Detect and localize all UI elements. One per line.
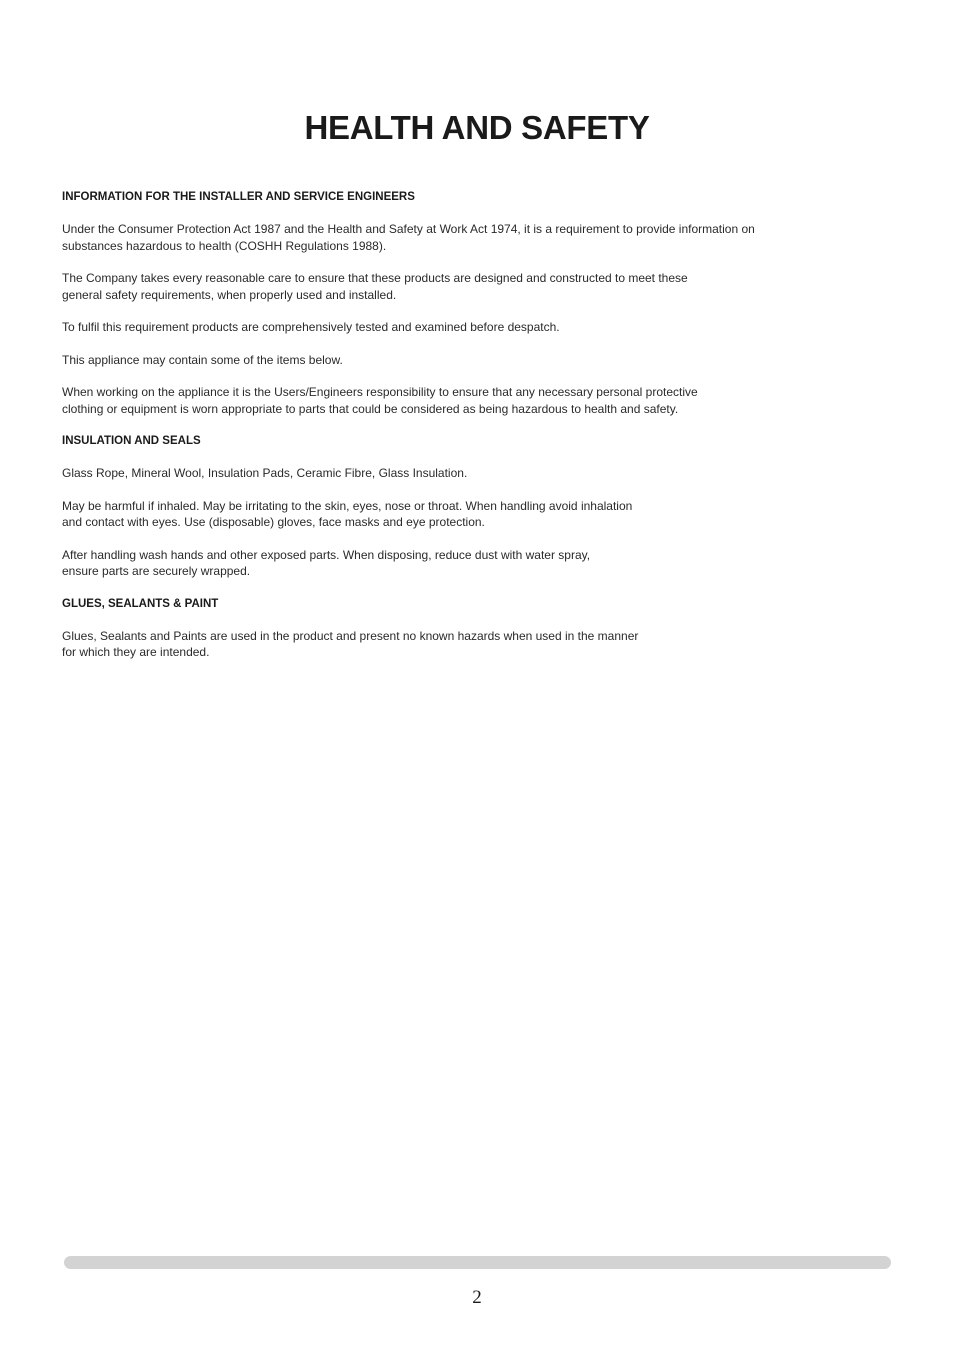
text-line: The Company takes every reasonable care to ensure that these products are designed and constructed to meet these bbox=[62, 271, 688, 285]
text-line: and contact with eyes. Use (disposable) gloves, face masks and eye protection. bbox=[62, 515, 485, 529]
document-body bbox=[62, 189, 822, 677]
section-heading-glues-sealants: GLUES, SEALANTS & PAINT bbox=[62, 597, 219, 610]
text-line: After handling wash hands and other exposed parts. When disposing, reduce dust with water spray, bbox=[62, 547, 591, 562]
paragraph-insulation-materials bbox=[62, 465, 822, 482]
paragraph-protective-clothing bbox=[62, 384, 822, 417]
paragraph-after-handling bbox=[62, 547, 822, 580]
text-line: general safety requirements, when properly used and installed. bbox=[62, 287, 397, 302]
paragraph-coshh bbox=[62, 221, 822, 254]
text-line: This appliance may contain some of the items below. bbox=[62, 352, 343, 367]
paragraph-testing bbox=[62, 319, 822, 336]
text-line: ensure parts are securely wrapped. bbox=[62, 564, 251, 578]
text-line: for which they are intended. bbox=[62, 645, 210, 659]
page-title: HEALTH AND SAFETY bbox=[304, 109, 650, 146]
footer-divider-bar bbox=[64, 1256, 891, 1269]
text-line: May be harmful if inhaled. May be irritating to the skin, eyes, nose or throat. When handling avoid inhalation bbox=[62, 498, 633, 513]
page-number: 2 bbox=[472, 1287, 482, 1308]
text-line: Glues, Sealants and Paints are used in the product and present no known hazards when used in the manner bbox=[62, 628, 639, 643]
paragraph-glues-info bbox=[62, 628, 822, 661]
section-heading-insulation-seals: INSULATION AND SEALS bbox=[62, 435, 201, 447]
paragraph-safety-requirements bbox=[62, 270, 822, 303]
paragraph-appliance-items bbox=[62, 352, 822, 369]
text-line: To fulfil this requirement products are comprehensively tested and examined before despatch. bbox=[62, 320, 560, 334]
text-line: Glass Rope, Mineral Wool, Insulation Pads, Ceramic Fibre, Glass Insulation. bbox=[62, 466, 468, 480]
section-heading-installer-info: INFORMATION FOR THE INSTALLER AND SERVICE ENGINEERS bbox=[62, 191, 415, 203]
paragraph-inhalation-warning bbox=[62, 498, 822, 531]
text-line: Under the Consumer Protection Act 1987 and the Health and Safety at Work Act 1974, it is a requirement to provide information on bbox=[62, 222, 755, 236]
text-line: clothing or equipment is worn appropriate to parts that could be considered as being hazardous to health and safety. bbox=[62, 401, 679, 416]
text-line: substances hazardous to health (COSHH Regulations 1988). bbox=[62, 238, 387, 253]
text-line: When working on the appliance it is the Users/Engineers responsibility to ensure that any necessary personal protective bbox=[62, 385, 698, 399]
